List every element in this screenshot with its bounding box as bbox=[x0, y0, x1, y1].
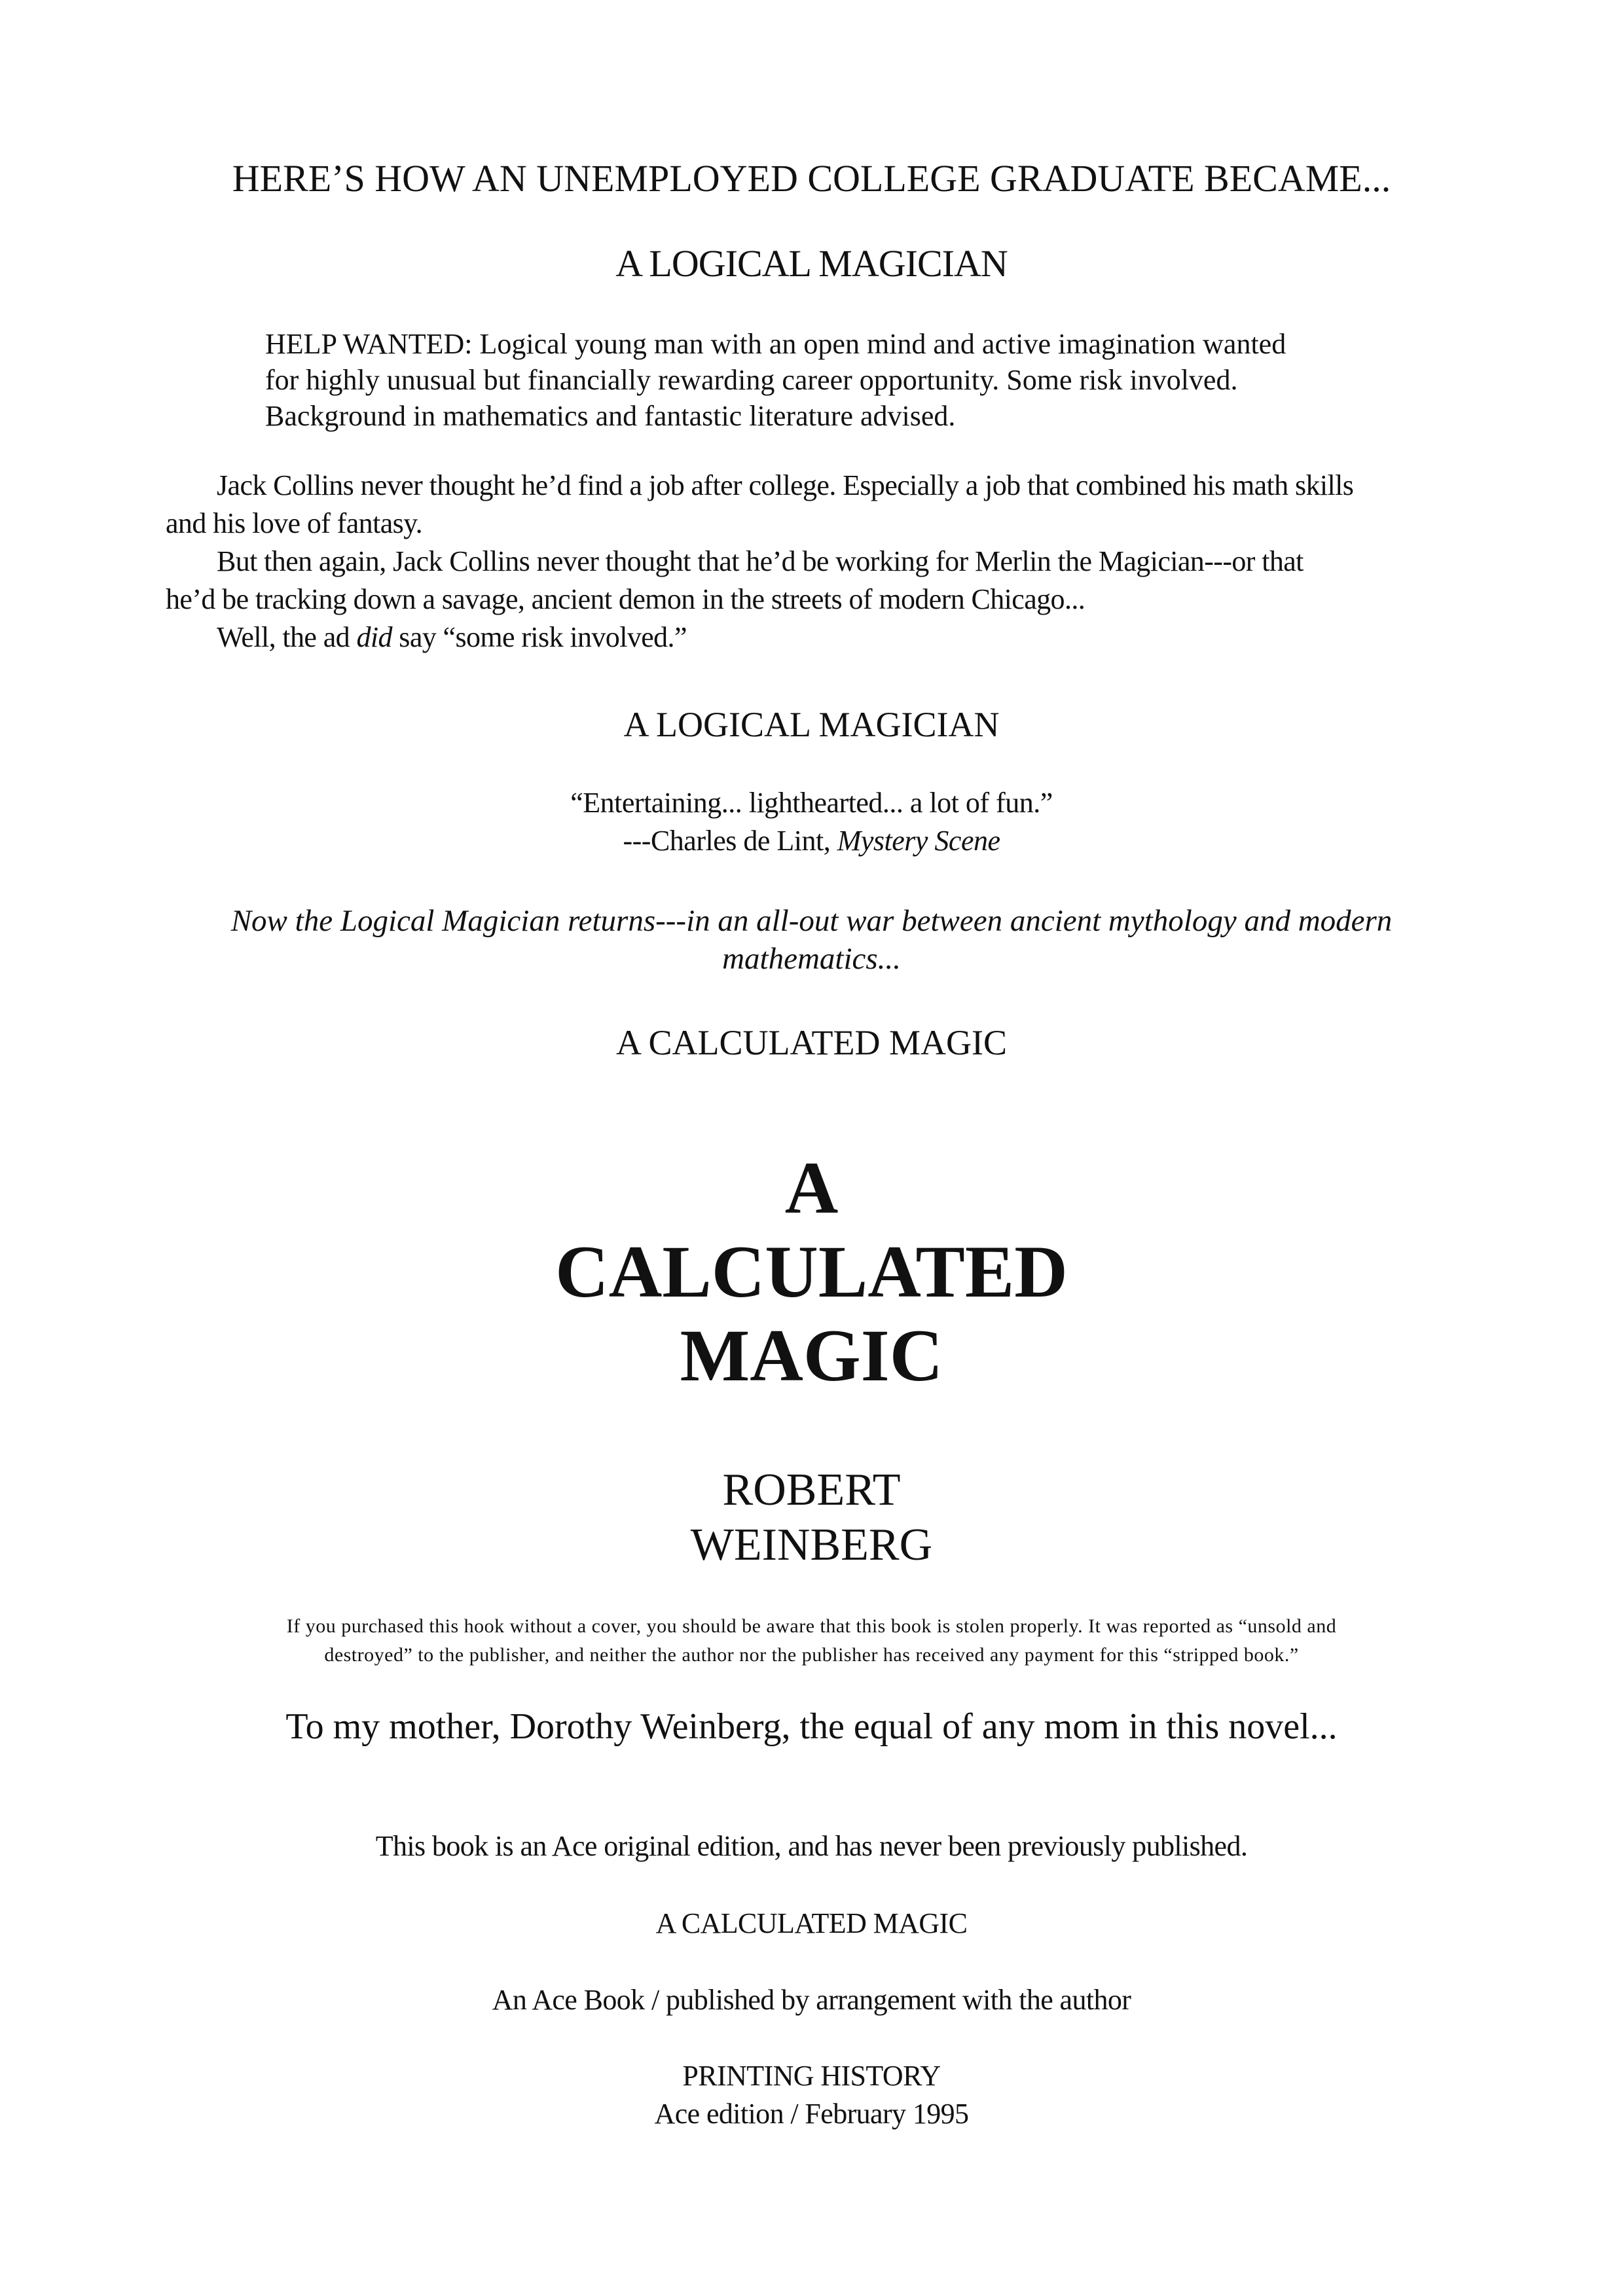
blurb-line: But then again, Jack Collins never thought that he’d be working for Merlin the Magician---or that bbox=[217, 545, 1304, 577]
notice-line: destroyed” to the publisher, and neither the author nor the publisher has received any payment for this “stripped book.” bbox=[324, 1644, 1299, 1666]
heading-logical-magician-2: A LOGICAL MAGICIAN bbox=[623, 705, 1000, 744]
sequel-announcement bbox=[0, 902, 1623, 978]
blurb-line: and his love of fantasy. bbox=[166, 507, 423, 539]
blurb-line-final bbox=[166, 619, 1475, 656]
printing-history bbox=[0, 2057, 1623, 2133]
heading-calculated-magic-2: A CALCULATED MAGIC bbox=[655, 1907, 968, 1939]
author-name bbox=[0, 1463, 1623, 1573]
author-line: ROBERT bbox=[722, 1465, 901, 1515]
sequel-line: mathematics... bbox=[722, 942, 901, 976]
blurb-emphasis: did bbox=[356, 621, 392, 653]
heading-calculated-magic: A CALCULATED MAGIC bbox=[615, 1023, 1007, 1062]
blurb-line: he’d be tracking down a savage, ancient demon in the streets of modern Chicago... bbox=[166, 583, 1085, 615]
blurb-body bbox=[166, 467, 1475, 656]
blurb-line: Jack Collins never thought he’d find a job after college. Especially a job that combined his math skills bbox=[217, 469, 1354, 501]
quote-attribution bbox=[0, 822, 1623, 860]
tagline: HERE’S HOW AN UNEMPLOYED COLLEGE GRADUATE BECAME... bbox=[232, 157, 1391, 200]
help-wanted-line: Background in mathematics and fantastic literature advised. bbox=[265, 400, 956, 432]
printing-history-heading: PRINTING HISTORY bbox=[682, 2060, 941, 2092]
help-wanted-ad bbox=[265, 326, 1286, 434]
blurb-text: Well, the ad bbox=[217, 621, 357, 653]
stripped-book-notice bbox=[0, 1612, 1623, 1670]
edition-statement: This book is an Ace original edition, and has never been previously published. bbox=[375, 1830, 1248, 1862]
book-title bbox=[0, 1147, 1623, 1398]
quote-text: “Entertaining... lighthearted... a lot of fun.” bbox=[570, 787, 1053, 819]
author-line: WEINBERG bbox=[690, 1520, 933, 1570]
printing-history-edition: Ace edition / February 1995 bbox=[654, 2098, 969, 2130]
publisher-arrangement: An Ace Book / published by arrangement with the author bbox=[492, 1984, 1131, 2016]
sequel-line: Now the Logical Magician returns---in an all-out war between ancient mythology and modern bbox=[230, 904, 1393, 938]
title-line: A bbox=[784, 1147, 839, 1229]
title-line: MAGIC bbox=[680, 1315, 943, 1397]
notice-line: If you purchased this hook without a cover, you should be aware that this book is stolen properly. It was reported as “unsold and bbox=[286, 1615, 1337, 1637]
help-wanted-line: for highly unusual but financially rewarding career opportunity. Some risk involved. bbox=[265, 364, 1238, 396]
title-line: CALCULATED bbox=[555, 1231, 1068, 1313]
attribution-text: ---Charles de Lint, bbox=[623, 825, 837, 857]
dedication: To my mother, Dorothy Weinberg, the equal of any mom in this novel... bbox=[285, 1706, 1338, 1747]
attribution-source: Mystery Scene bbox=[837, 825, 1000, 857]
help-wanted-line: HELP WANTED: Logical young man with an open mind and active imagination wanted bbox=[265, 328, 1286, 360]
blurb-text: say “some risk involved.” bbox=[392, 621, 687, 653]
review-quote bbox=[0, 784, 1623, 860]
heading-logical-magician: A LOGICAL MAGICIAN bbox=[615, 242, 1008, 285]
